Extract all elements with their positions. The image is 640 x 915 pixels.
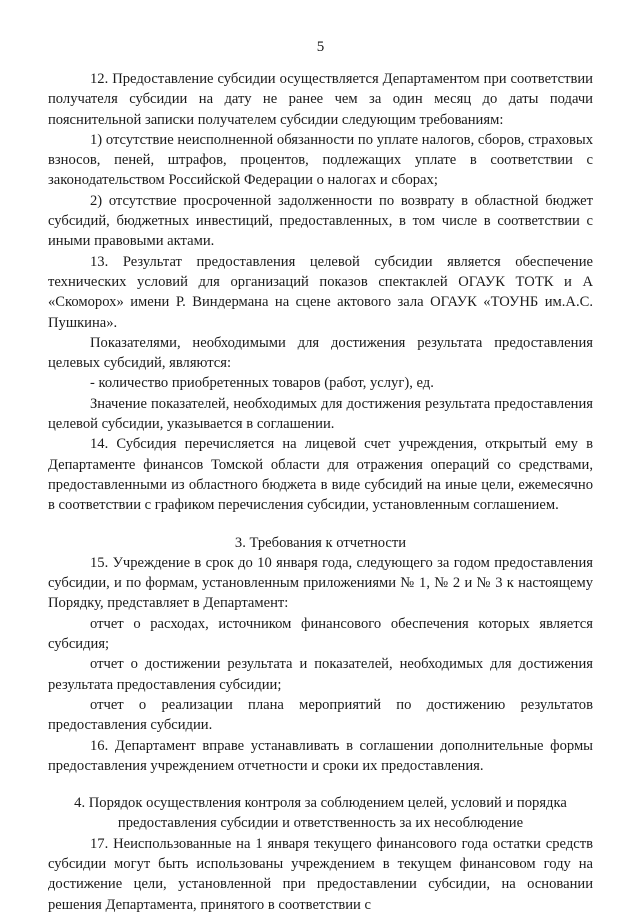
section-3-heading: 3. Требования к отчетности: [234, 534, 407, 551]
paragraph-12-item-1: 1) отсутствие неисполненной обязанности по уплате налогов, сборов, страховых взносов, пеней, штрафов, процентов, подлежащих уплате в соответствии с законодательством Российской Федерации о налогах и сборах;: [48, 131, 593, 189]
paragraph-15-report-3: отчет о реализации плана мероприятий по достижению результатов предоставления субсидии.: [48, 696, 593, 734]
paragraph-indicator-item: - количество приобретенных товаров (работ, услуг), ед.: [90, 375, 434, 392]
section-4-heading: 4. Порядок осуществления контроля за соблюдением целей, условий и порядка предоставления субсидии и ответственность за их несоблюдение: [74, 795, 567, 832]
paragraph-14: 14. Субсидия перечисляется на лицевой счет учреждения, открытый ему в Департаменте финансов Томской области для отражения операций со средствами, предоставленными из областного бюджета в виде субсидий на иные цели, ежемесячно в соответствии с графиком перечисления субсидии, установленным соглашением.: [48, 436, 593, 514]
paragraph-13: 13. Результат предоставления целевой субсидии является обеспечение технических условий для организаций показов спектаклей ОГАУК ТОТК и А «Скоморох» имени Р. Виндермана на сцене актового зала ОГАУК «ТОУНБ им.А.С. Пушкина».: [48, 253, 593, 331]
paragraph-12: 12. Предоставление субсидии осуществляется Департаментом при соответствии получателя субсидии на дату не ранее чем за один месяц до даты подачи пояснительной записки получателем субсидии следующим требованиям:: [48, 71, 593, 128]
paragraph-indicators: Показателями, необходимыми для достижения результата предоставления целевых субсидий, являются:: [48, 334, 593, 372]
paragraph-15-report-1: отчет о расходах, источником финансового обеспечения которых является субсидия;: [48, 615, 593, 653]
page-number: 5: [316, 39, 325, 55]
paragraph-12-item-2: 2) отсутствие просроченной задолженности по возврату в областной бюджет субсидий, бюджетных инвестиций, предоставленных, в том числе в соответствии с иными правовыми актами.: [48, 192, 593, 250]
paragraph-15: 15. Учреждение в срок до 10 января года, следующего за годом предоставления субсидии, и по формам, установленным приложениями № 1, № 2 и № 3 к настоящему Порядку, представляет в Департамент:: [48, 554, 593, 612]
paragraph-indicator-value: Значение показателей, необходимых для достижения результата предоставления целевой субсидии, указывается в соглашении.: [48, 395, 593, 433]
paragraph-17: 17. Неиспользованные на 1 января текущего финансового года остатки средств субсидии могут быть использованы учреждением в текущем финансовом году на достижение цели, установленной при предоставлении субсидии, на основании решения Департамента, принятого в соответствии с: [48, 835, 593, 913]
paragraph-15-report-2: отчет о достижении результата и показателей, необходимых для достижения результата предоставления субсидии;: [48, 656, 593, 693]
paragraph-16: 16. Департамент вправе устанавливать в соглашении дополнительные формы предоставления учреждением отчетности и сроки их предоставления.: [48, 737, 593, 774]
